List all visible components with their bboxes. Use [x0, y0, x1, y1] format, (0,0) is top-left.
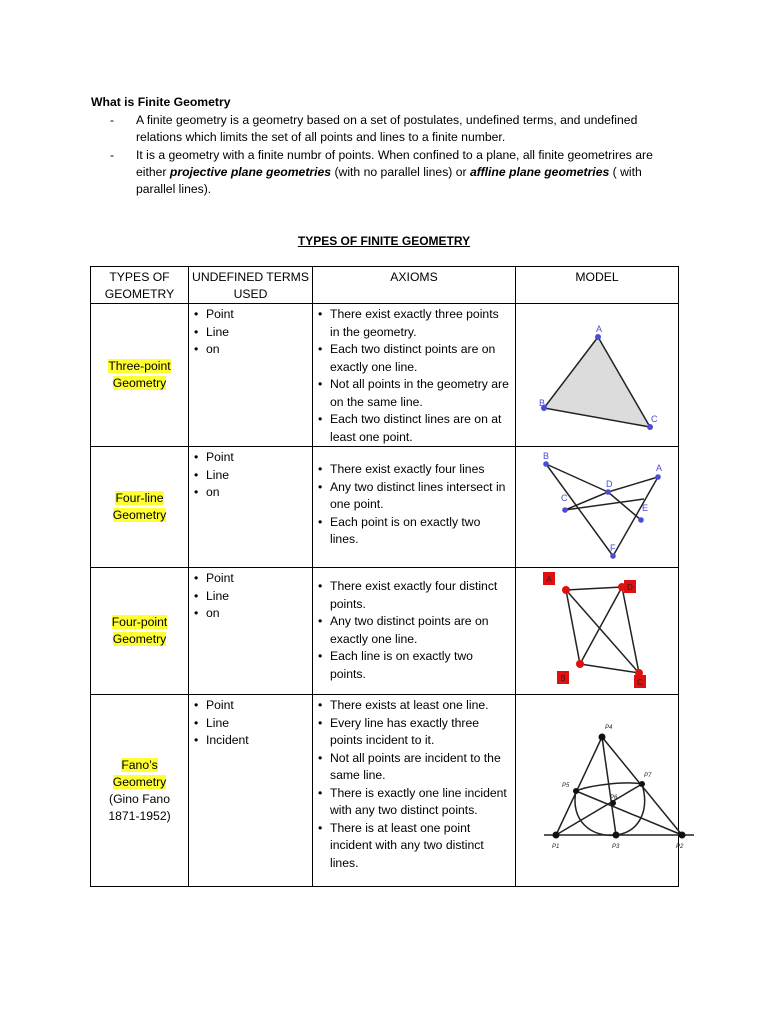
four-line-diagram	[516, 447, 679, 567]
emphasis-projective: projective plane geometries	[169, 165, 332, 179]
point-a	[655, 474, 661, 480]
geometry-subtitle: 1871-1952)	[108, 808, 171, 823]
geometry-name: Geometry	[112, 508, 167, 522]
header-text: TYPES OF	[109, 270, 170, 284]
header-axioms: AXIOMS	[313, 267, 516, 304]
point-p5	[573, 788, 579, 794]
line-segment	[566, 587, 622, 590]
header-row	[91, 267, 679, 304]
list-item: • Not all points in the geometry are on the same line.	[313, 376, 515, 411]
geometry-name: Three-point	[108, 359, 171, 373]
label-p6: P6	[610, 795, 618, 801]
label-p3: P3	[612, 844, 620, 850]
intro-item-2-text	[136, 147, 676, 198]
geometry-name: Geometry	[112, 632, 167, 646]
header-text: USED	[233, 287, 268, 301]
geometry-name: Geometry	[112, 376, 167, 390]
dash-marker: -	[110, 113, 115, 127]
point-d	[605, 489, 611, 495]
label-b: B	[543, 451, 550, 461]
text-segment: (with no parallel lines) or	[331, 165, 470, 179]
section-title: TYPES OF FINITE GEOMETRY	[297, 234, 471, 248]
list-item: • Each line is on exactly two points.	[313, 648, 515, 683]
list-item: • There is at least one point incident with any two distinct lines.	[313, 820, 515, 873]
table-row	[91, 304, 679, 447]
label-d: D	[627, 583, 633, 592]
geometry-subtitle: (Gino Fano	[109, 791, 170, 806]
point-a	[595, 334, 601, 340]
geometry-name: Fano’s	[121, 757, 158, 772]
text-segment: It is a geometry with a finite numbr of points. When confined to a plane, all finite geometrires are either	[136, 148, 653, 179]
label-e: E	[642, 503, 649, 513]
point-p4	[599, 734, 606, 741]
line-segment	[556, 784, 642, 835]
undefined-terms-cell	[189, 695, 313, 887]
list-item: • Each two distinct lines are on at least one point.	[313, 411, 515, 446]
line-segment	[566, 590, 580, 664]
geometry-type-cell	[91, 695, 189, 887]
point-a	[562, 586, 570, 594]
point-b	[543, 461, 549, 467]
label-p2: P2	[676, 844, 684, 850]
list-item: • Any two distinct lines intersect in one point.	[313, 479, 515, 514]
four-point-diagram	[516, 568, 679, 694]
list-item: • Line	[189, 588, 312, 606]
point-e	[638, 517, 644, 523]
list-item: • Line	[189, 467, 312, 485]
undefined-terms-cell	[189, 304, 313, 447]
list-item: • on	[189, 341, 312, 359]
intro-heading: What is Finite Geometry	[91, 95, 231, 109]
list-item: • There exist exactly four distinct points.	[313, 578, 515, 613]
axioms-cell	[313, 568, 516, 695]
label-d: D	[606, 479, 613, 489]
label-c: C	[561, 493, 568, 503]
undefined-terms-cell	[189, 447, 313, 568]
label-a: A	[596, 324, 603, 334]
header-text: UNDEFINED TERMS	[192, 270, 309, 284]
label-f: F	[610, 543, 616, 553]
geometry-type-cell	[91, 304, 189, 447]
list-item: • on	[189, 605, 312, 623]
text-segment: ( with parallel lines).	[136, 165, 642, 196]
list-item: • There is exactly one line incident with any two distinct points.	[313, 785, 515, 820]
axioms-cell	[313, 447, 516, 568]
undefined-terms-cell	[189, 568, 313, 695]
line-segment	[622, 587, 639, 673]
label-a: A	[656, 463, 663, 473]
label-p5: P5	[562, 783, 570, 789]
model-cell	[516, 695, 684, 887]
intro-item-1-text: A finite geometry is a geometry based on a set of postulates, undefined terms, and undefined relations which limits the set of all points and lines to a finite number.	[136, 113, 638, 144]
geometry-table	[90, 266, 684, 887]
label-b: B	[560, 674, 566, 683]
point-f	[610, 553, 616, 559]
line-segment	[546, 464, 613, 556]
point-c	[647, 424, 653, 430]
list-item: • Point	[189, 306, 312, 324]
header-types	[91, 267, 189, 304]
list-item: • There exist exactly three points in the geometry.	[313, 306, 515, 341]
emphasis-affline: affline plane geometries	[469, 165, 610, 179]
line-segment	[580, 664, 639, 673]
table-row	[91, 695, 679, 887]
list-item: • There exist exactly four lines	[313, 461, 515, 479]
header-model: MODEL	[516, 267, 679, 304]
table-row	[91, 568, 679, 695]
list-item: • Point	[189, 449, 312, 467]
triangle-shape	[544, 337, 650, 427]
point-b	[576, 660, 584, 668]
point-p7	[639, 781, 645, 787]
axioms-cell	[313, 695, 516, 887]
model-cell	[516, 568, 679, 695]
header-text: GEOMETRY	[104, 287, 175, 301]
list-item: • There exists at least one line.	[313, 697, 515, 715]
line-segment	[608, 492, 641, 520]
point-c	[562, 507, 568, 513]
list-item: • Point	[189, 570, 312, 588]
line-segment	[580, 587, 622, 664]
geometry-name: Four-point	[111, 615, 168, 629]
list-item: • Point	[189, 697, 312, 715]
geometry-name: Geometry	[112, 774, 167, 789]
label-c: C	[637, 678, 643, 687]
header-undefined-terms	[189, 267, 313, 304]
point-p2	[679, 832, 686, 839]
list-item: • on	[189, 484, 312, 502]
list-item: • Line	[189, 324, 312, 342]
list-item: • Not all points are incident to the same line.	[313, 750, 515, 785]
list-item: • Incident	[189, 732, 312, 750]
label-p1: P1	[552, 844, 560, 850]
geometry-name: Four-line	[115, 491, 164, 505]
dash-marker: -	[110, 148, 115, 162]
list-item: • Line	[189, 715, 312, 733]
axioms-cell	[313, 304, 516, 447]
label-a: A	[546, 575, 552, 584]
model-cell	[516, 304, 679, 447]
geometry-type-cell	[91, 447, 189, 568]
label-p4: P4	[605, 725, 613, 731]
point-p3	[613, 832, 620, 839]
geometry-type-cell	[91, 568, 189, 695]
label-c: C	[651, 414, 658, 424]
label-p7: P7	[644, 773, 652, 779]
list-item: • Each point is on exactly two lines.	[313, 514, 515, 549]
label-b: B	[539, 398, 546, 408]
three-point-diagram	[516, 304, 679, 442]
list-item: • Every line has exactly three points incident to it.	[313, 715, 515, 750]
list-item: • Any two distinct points are on exactly one line.	[313, 613, 515, 648]
model-cell	[516, 447, 679, 568]
line-segment	[566, 590, 639, 673]
table-row	[91, 447, 679, 568]
point-p1	[553, 832, 560, 839]
fano-plane-diagram	[516, 695, 684, 885]
list-item: • Each two distinct points are on exactly one line.	[313, 341, 515, 376]
